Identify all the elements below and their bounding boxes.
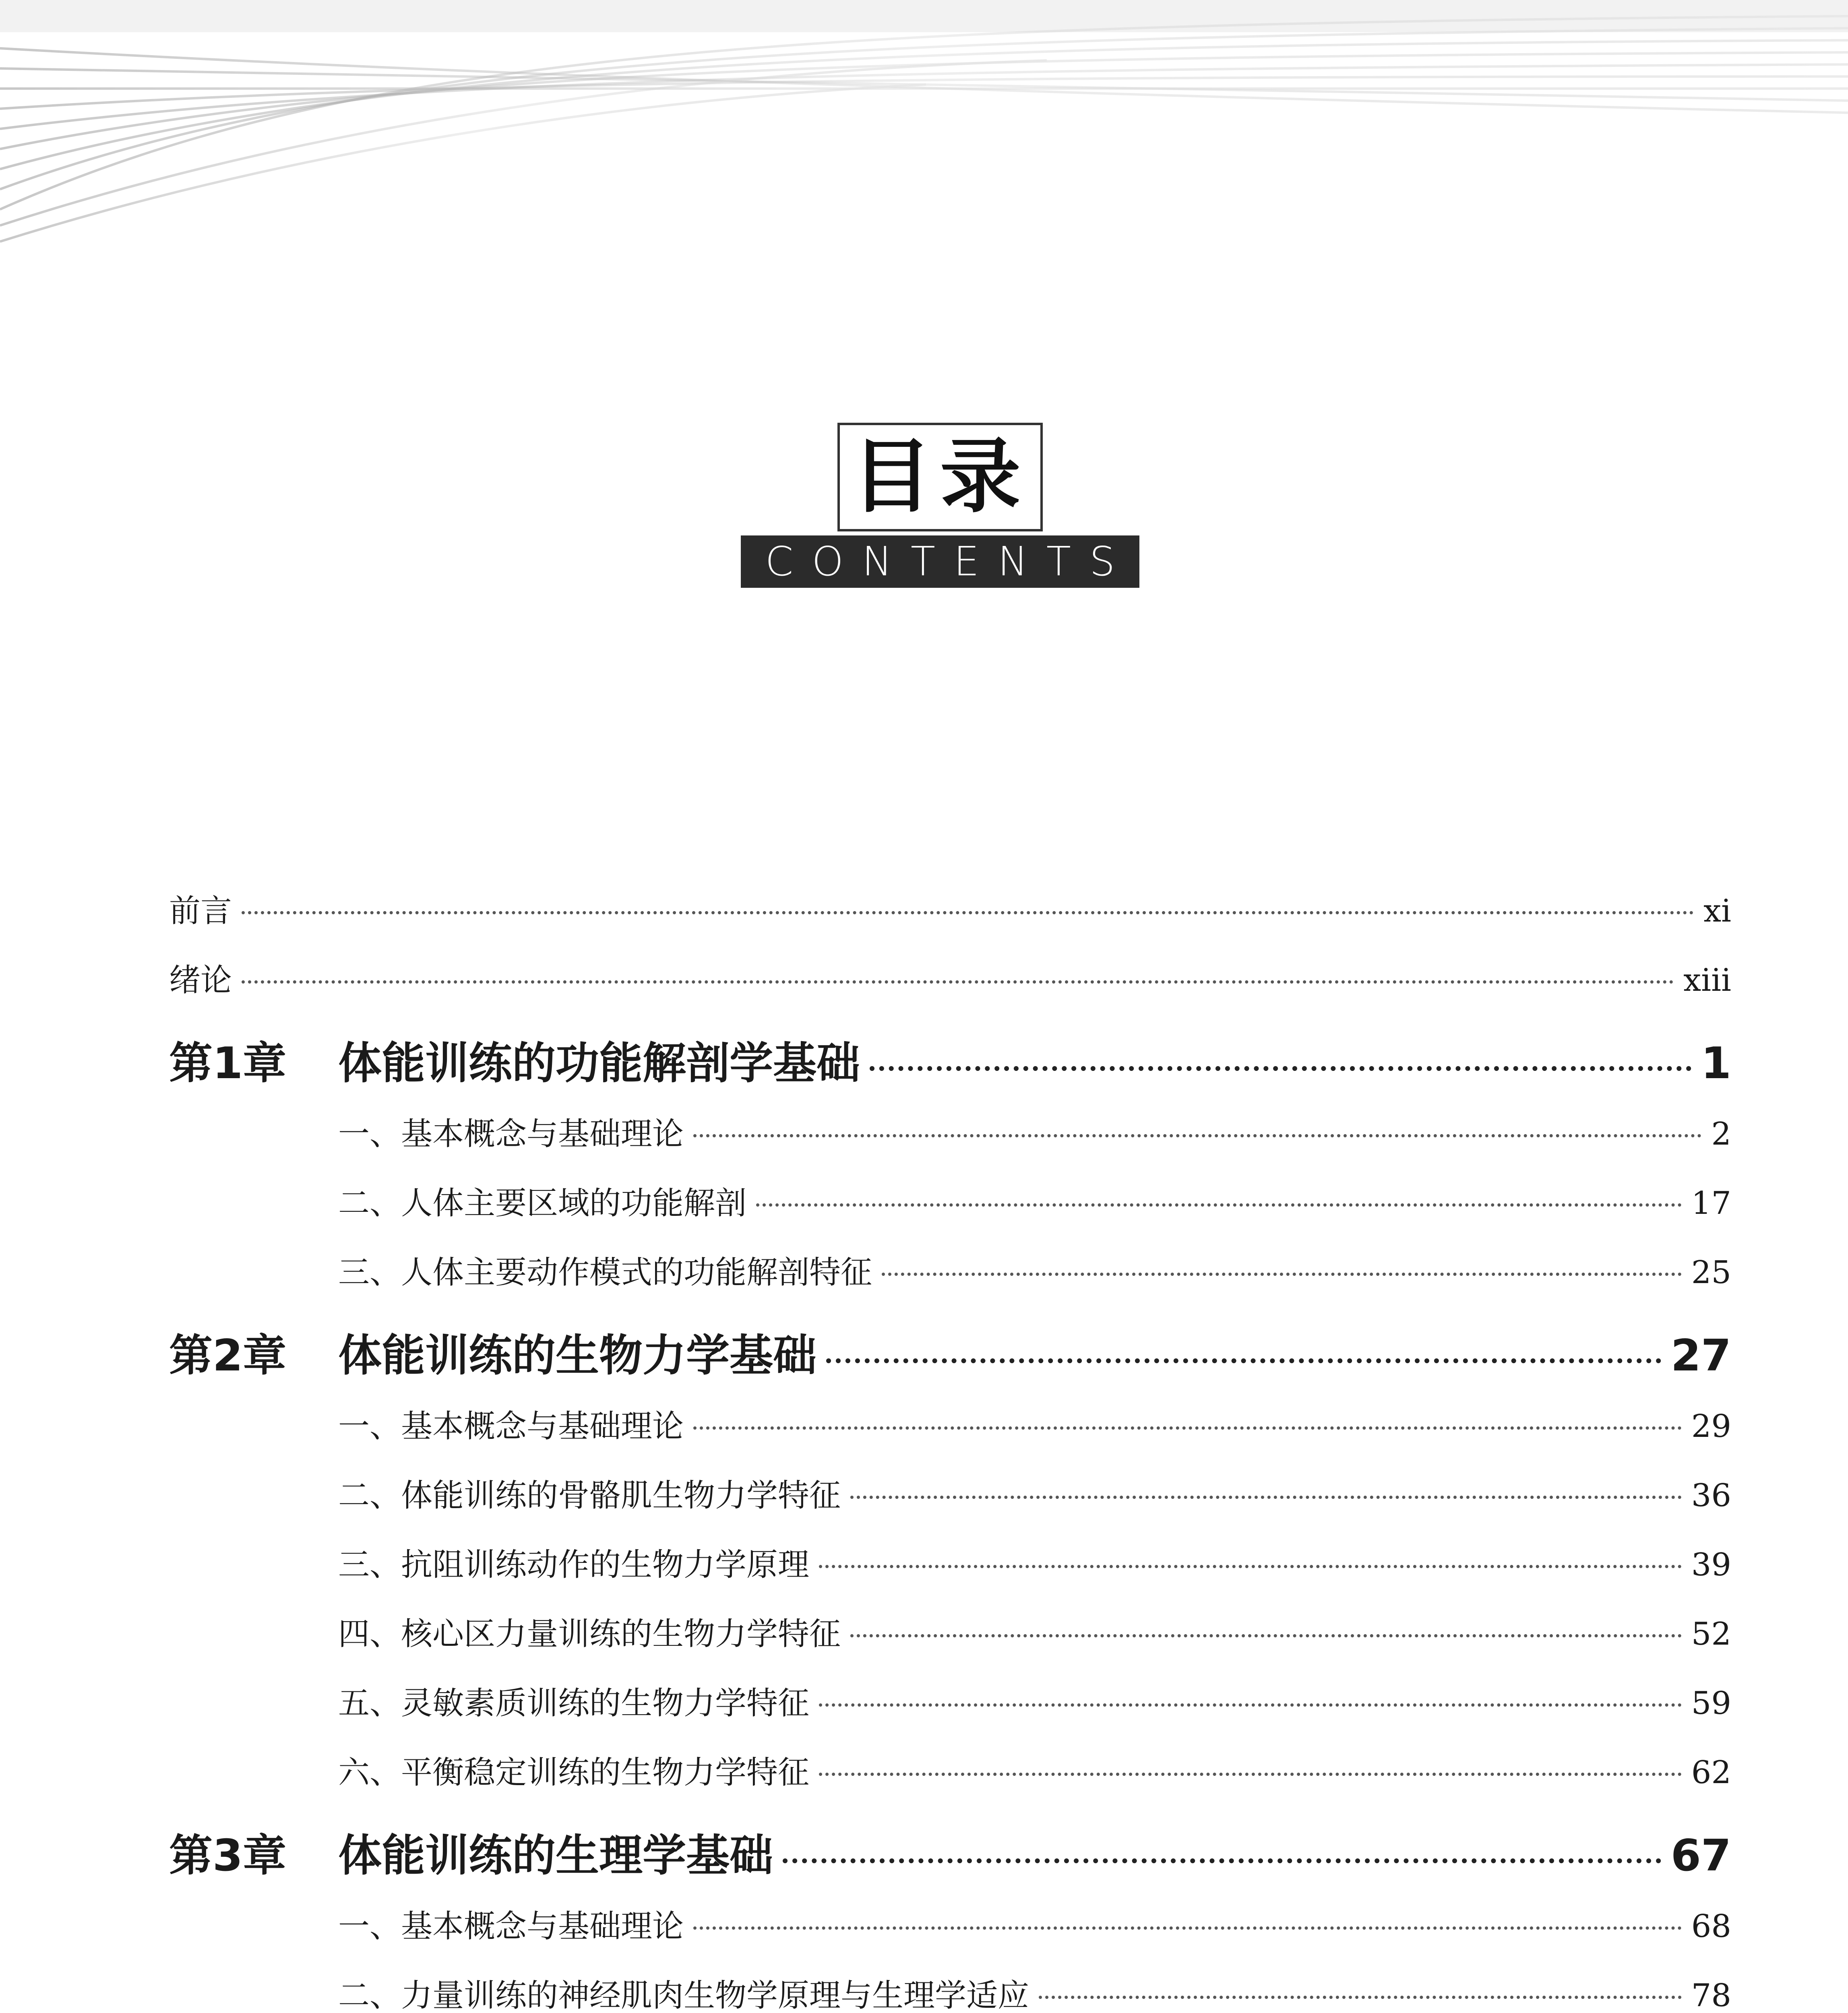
toc-title-box bbox=[837, 423, 1043, 531]
section-page: 52 bbox=[1691, 1616, 1731, 1652]
toc-entry-page: xi bbox=[1703, 893, 1731, 929]
section-label: 一、基本概念与基础理论 bbox=[338, 1408, 684, 1445]
section-page: 62 bbox=[1691, 1755, 1731, 1791]
dot-leader bbox=[693, 1426, 1682, 1430]
section-entry[interactable] bbox=[169, 1178, 1731, 1247]
section-page: 78 bbox=[1691, 1978, 1731, 2013]
section-entry[interactable] bbox=[169, 1970, 1731, 2013]
section-label: 二、力量训练的神经肌肉生物学原理与生理学适应 bbox=[338, 1978, 1029, 2013]
section-entry[interactable] bbox=[169, 1109, 1731, 1178]
contents-label: CONTENTS bbox=[765, 538, 1134, 585]
toc-entry-label: 绪论 bbox=[169, 962, 232, 998]
chapter-page: 1 bbox=[1701, 1038, 1731, 1089]
dot-leader bbox=[693, 1134, 1701, 1137]
section-label: 四、核心区力量训练的生物力学特征 bbox=[338, 1616, 841, 1652]
chapter-title: 体能训练的生物力学基础 bbox=[338, 1331, 817, 1381]
section-entry[interactable] bbox=[169, 1247, 1731, 1317]
chapter-block bbox=[169, 1821, 1731, 2013]
section-label: 三、抗阻训练动作的生物力学原理 bbox=[338, 1547, 810, 1583]
chapter-heading[interactable] bbox=[169, 1821, 1731, 1901]
dot-leader bbox=[819, 1565, 1682, 1568]
toc-entry-preface[interactable] bbox=[169, 886, 1731, 955]
chapter-block bbox=[169, 1321, 1731, 1817]
section-entry[interactable] bbox=[169, 1678, 1731, 1747]
dot-leader bbox=[826, 1358, 1661, 1363]
section-page: 25 bbox=[1691, 1255, 1731, 1291]
toc-entry-page: xiii bbox=[1683, 962, 1731, 998]
section-page: 29 bbox=[1691, 1408, 1731, 1445]
section-page: 2 bbox=[1711, 1116, 1731, 1152]
section-label: 一、基本概念与基础理论 bbox=[338, 1908, 684, 1945]
toc-entry-label: 前言 bbox=[169, 893, 232, 929]
dot-leader bbox=[242, 911, 1694, 914]
section-entry[interactable] bbox=[169, 1901, 1731, 1970]
toc-entry-introduction[interactable] bbox=[169, 955, 1731, 1024]
chapter-title: 体能训练的生理学基础 bbox=[338, 1831, 773, 1881]
dot-leader bbox=[1039, 1996, 1682, 1999]
dot-leader bbox=[783, 1858, 1661, 1863]
dot-leader bbox=[819, 1773, 1682, 1776]
section-label: 六、平衡稳定训练的生物力学特征 bbox=[338, 1755, 810, 1791]
dot-leader bbox=[850, 1634, 1682, 1637]
section-entry[interactable] bbox=[169, 1747, 1731, 1817]
section-entry[interactable] bbox=[169, 1609, 1731, 1678]
chapter-page: 67 bbox=[1670, 1831, 1731, 1881]
section-entry[interactable] bbox=[169, 1470, 1731, 1540]
chapter-page: 27 bbox=[1670, 1331, 1731, 1381]
section-page: 36 bbox=[1691, 1478, 1731, 1514]
dot-leader bbox=[242, 980, 1674, 984]
chapter-number: 第2章 bbox=[169, 1331, 287, 1381]
chapter-heading[interactable] bbox=[169, 1028, 1731, 1109]
decorative-wave-header bbox=[0, 0, 1848, 250]
chapter-title: 体能训练的功能解剖学基础 bbox=[338, 1038, 860, 1089]
dot-leader bbox=[819, 1703, 1682, 1707]
section-label: 二、体能训练的骨骼肌生物力学特征 bbox=[338, 1478, 841, 1514]
chapter-number: 第1章 bbox=[169, 1038, 287, 1089]
section-label: 一、基本概念与基础理论 bbox=[338, 1116, 684, 1152]
toc-title: 目录 bbox=[851, 430, 1029, 524]
section-entry[interactable] bbox=[169, 1401, 1731, 1470]
dot-leader bbox=[870, 1066, 1691, 1071]
contents-banner bbox=[741, 535, 1139, 588]
section-label: 五、灵敏素质训练的生物力学特征 bbox=[338, 1685, 810, 1722]
dot-leader bbox=[756, 1203, 1682, 1207]
dot-leader bbox=[850, 1496, 1682, 1499]
chapter-block bbox=[169, 1028, 1731, 1317]
section-label: 二、人体主要区域的功能解剖 bbox=[338, 1185, 747, 1221]
section-page: 59 bbox=[1691, 1685, 1731, 1722]
dot-leader bbox=[882, 1273, 1682, 1276]
table-of-contents bbox=[169, 886, 1731, 2013]
section-page: 39 bbox=[1691, 1547, 1731, 1583]
section-entry[interactable] bbox=[169, 1540, 1731, 1609]
chapter-heading[interactable] bbox=[169, 1321, 1731, 1401]
section-page: 17 bbox=[1691, 1185, 1731, 1221]
dot-leader bbox=[693, 1926, 1682, 1930]
section-label: 三、人体主要动作模式的功能解剖特征 bbox=[338, 1255, 872, 1291]
chapter-number: 第3章 bbox=[169, 1831, 287, 1881]
section-page: 68 bbox=[1691, 1908, 1731, 1945]
